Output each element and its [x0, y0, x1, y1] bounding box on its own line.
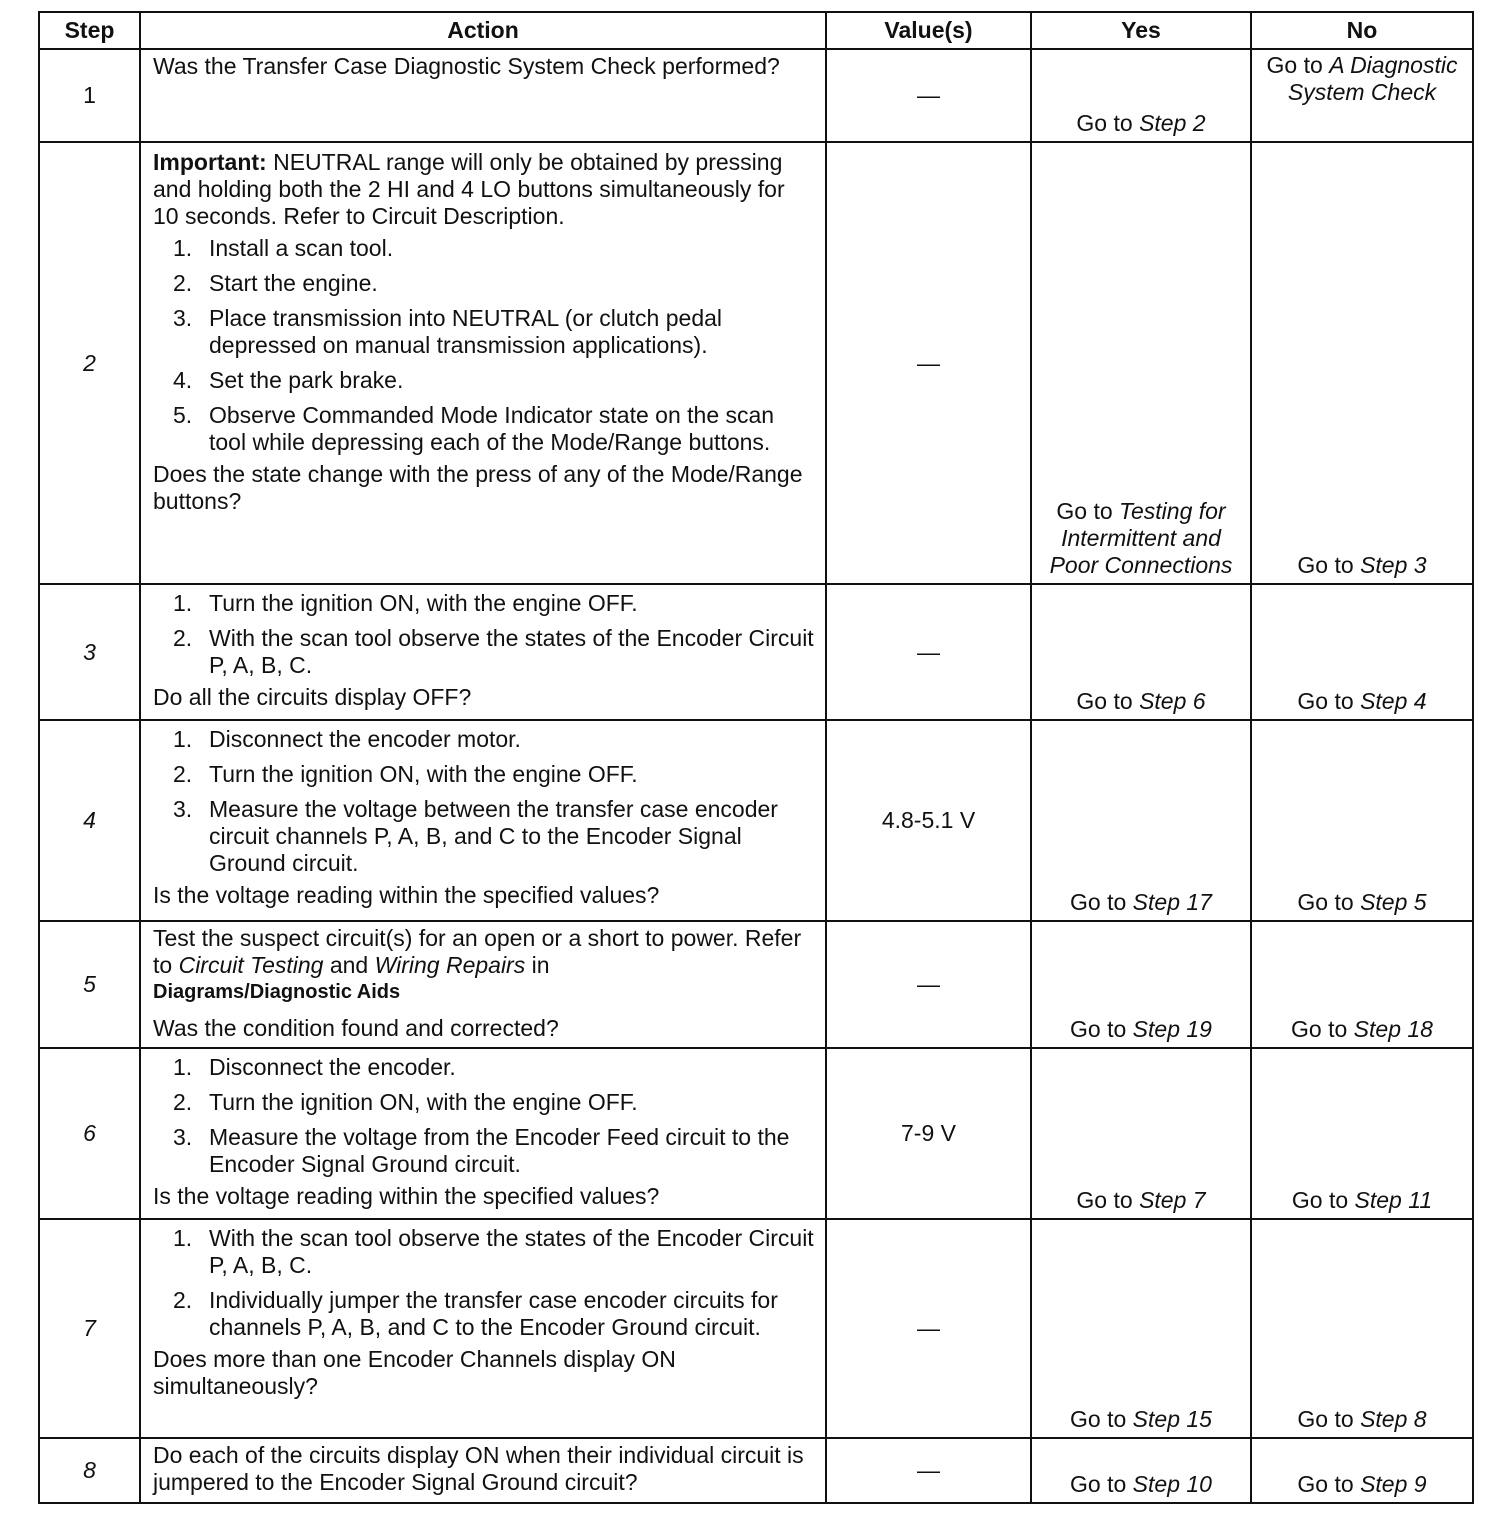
yes-prefix: Go to — [1076, 110, 1140, 136]
no-prefix: Go to — [1297, 889, 1361, 915]
yes-cell — [1031, 1438, 1251, 1503]
list-item: 2. With the scan tool observe the states of the Encoder Circuit P, A, B, C. — [173, 625, 814, 678]
no-link[interactable]: Step 8 — [1360, 1406, 1427, 1432]
list-item: 3. Measure the voltage from the Encoder Feed circuit to the Encoder Signal Ground circuit. — [173, 1124, 790, 1177]
step-number: 7 — [39, 1219, 140, 1438]
value-cell: — — [826, 1438, 1031, 1503]
no-cell — [1251, 584, 1473, 720]
yes-prefix: Go to — [1070, 1406, 1133, 1432]
question-text: Do all the circuits display OFF? — [153, 684, 472, 710]
no-prefix: Go to — [1297, 552, 1361, 578]
important-label: Important: — [153, 149, 267, 175]
yes-link[interactable]: Step 10 — [1132, 1471, 1212, 1497]
question-text: Is the voltage reading within the specified values? — [153, 882, 660, 908]
list-item: 1. Disconnect the encoder motor. — [173, 726, 521, 752]
list-item: 2. Individually jumper the transfer case encoder circuits for channels P, A, B, and C to the Encoder Ground circuit. — [173, 1287, 778, 1340]
no-cell — [1251, 1219, 1473, 1438]
yes-prefix: Go to — [1070, 889, 1133, 915]
no-prefix: Go to — [1291, 1016, 1354, 1042]
question-text: Is the voltage reading within the specified values? — [153, 1183, 660, 1209]
yes-cell — [1031, 584, 1251, 720]
question-text: Does the state change with the press of any of the Mode/Range buttons? — [153, 461, 803, 514]
question-text: Does more than one Encoder Channels display ON simultaneously? — [153, 1346, 676, 1399]
no-prefix: Go to — [1297, 1471, 1361, 1497]
yes-prefix: Go to — [1070, 1016, 1133, 1042]
no-cell — [1251, 1048, 1473, 1219]
no-prefix: Go to — [1291, 1187, 1355, 1213]
yes-link[interactable]: Testing for Intermittent and Poor Connections — [1049, 498, 1233, 578]
header-action: Action — [140, 12, 826, 49]
yes-link[interactable]: Step 2 — [1139, 110, 1206, 136]
procedure-list — [153, 1225, 815, 1341]
table-row — [39, 921, 1473, 1048]
step-number: 2 — [39, 142, 140, 584]
action-cell — [140, 1048, 826, 1219]
no-link[interactable]: A Diagnostic System Check — [1287, 52, 1458, 105]
question-text: Was the condition found and corrected? — [153, 1015, 559, 1041]
circuit-testing-link[interactable]: Circuit Testing — [178, 952, 324, 978]
no-cell — [1251, 720, 1473, 921]
step-number: 4 — [39, 720, 140, 921]
yes-link[interactable]: Step 17 — [1132, 889, 1212, 915]
yes-link[interactable]: Step 15 — [1132, 1406, 1212, 1432]
action-cell — [140, 720, 826, 921]
step-number: 6 — [39, 1048, 140, 1219]
list-item: 5. Observe Commanded Mode Indicator state on the scan tool while depressing each of the Mode/Range buttons. — [173, 402, 775, 455]
value-cell: — — [826, 584, 1031, 720]
value-cell: 4.8-5.1 V — [826, 720, 1031, 921]
procedure-list — [153, 726, 815, 877]
no-cell — [1251, 49, 1473, 142]
table-row — [39, 584, 1473, 720]
action-cell — [140, 142, 826, 584]
yes-prefix: Go to — [1056, 498, 1120, 524]
list-item: 1. Turn the ignition ON, with the engine OFF. — [173, 590, 638, 616]
action-cell — [140, 1219, 826, 1438]
yes-link[interactable]: Step 19 — [1132, 1016, 1212, 1042]
no-link[interactable]: Step 11 — [1354, 1187, 1433, 1213]
list-item: 2. Turn the ignition ON, with the engine OFF. — [173, 1089, 638, 1115]
no-cell — [1251, 1438, 1473, 1503]
value-cell: — — [826, 49, 1031, 142]
no-link[interactable]: Step 18 — [1353, 1016, 1433, 1042]
no-prefix: Go to — [1297, 1406, 1361, 1432]
no-cell — [1251, 142, 1473, 584]
wiring-repairs-link[interactable]: Wiring Repairs — [374, 952, 526, 978]
no-link[interactable]: Step 9 — [1360, 1471, 1427, 1497]
list-item: 4. Set the park brake. — [173, 367, 404, 393]
header-step: Step — [39, 12, 140, 49]
list-item: 2. Turn the ignition ON, with the engine OFF. — [173, 761, 638, 787]
value-cell: — — [826, 142, 1031, 584]
no-link[interactable]: Step 3 — [1360, 552, 1427, 578]
value-cell: — — [826, 921, 1031, 1048]
list-item: 3. Place transmission into NEUTRAL (or clutch pedal depressed on manual transmission applications). — [173, 305, 723, 358]
step-number: 1 — [39, 49, 140, 142]
no-link[interactable]: Step 4 — [1360, 688, 1427, 714]
table-row — [39, 49, 1473, 142]
table-row — [39, 720, 1473, 921]
list-item: 2. Start the engine. — [173, 270, 378, 296]
yes-cell — [1031, 49, 1251, 142]
no-link[interactable]: Step 5 — [1360, 889, 1427, 915]
procedure-list — [153, 235, 815, 456]
yes-cell — [1031, 921, 1251, 1048]
instruction-text: Test the suspect circuit(s) for an open or a short to power. Refer to Circuit Testing and Wiring Repairs in — [153, 925, 802, 978]
action-cell — [140, 49, 826, 142]
yes-prefix: Go to — [1076, 688, 1140, 714]
table-row — [39, 1048, 1473, 1219]
no-prefix: Go to — [1266, 52, 1330, 78]
question-text: Was the Transfer Case Diagnostic System Check performed? — [153, 53, 780, 79]
yes-link[interactable]: Step 6 — [1139, 688, 1206, 714]
yes-cell — [1031, 142, 1251, 584]
list-item: 1. Disconnect the encoder. — [173, 1054, 456, 1080]
procedure-list — [153, 590, 815, 679]
yes-prefix: Go to — [1076, 1187, 1140, 1213]
action-cell — [140, 584, 826, 720]
important-note — [153, 149, 815, 230]
header-no: No — [1251, 12, 1473, 49]
header-row — [39, 12, 1473, 49]
header-yes: Yes — [1031, 12, 1251, 49]
table-row — [39, 1438, 1473, 1503]
yes-cell — [1031, 720, 1251, 921]
yes-link[interactable]: Step 7 — [1139, 1187, 1206, 1213]
yes-cell — [1031, 1219, 1251, 1438]
important-text: NEUTRAL range will only be obtained by pressing and holding both the 2 HI and 4 LO buttons simultaneously for 10 seconds. Refer to Circuit Description. — [153, 149, 785, 229]
step-number: 8 — [39, 1438, 140, 1503]
list-item: 1. With the scan tool observe the states of the Encoder Circuit P, A, B, C. — [173, 1225, 814, 1278]
section-reference: Diagrams/Diagnostic Aids — [153, 981, 401, 1003]
yes-prefix: Go to — [1070, 1471, 1133, 1497]
list-item: 1. Install a scan tool. — [173, 235, 394, 261]
question-text: Do each of the circuits display ON when their individual circuit is jumpered to the Encoder Signal Ground circuit? — [153, 1442, 804, 1495]
step-number: 3 — [39, 584, 140, 720]
header-values: Value(s) — [826, 12, 1031, 49]
table-row — [39, 1219, 1473, 1438]
action-cell — [140, 921, 826, 1048]
no-prefix: Go to — [1297, 688, 1361, 714]
step-number: 5 — [39, 921, 140, 1048]
action-cell — [140, 1438, 826, 1503]
value-cell: — — [826, 1219, 1031, 1438]
yes-cell — [1031, 1048, 1251, 1219]
list-item: 3. Measure the voltage between the transfer case encoder circuit channels P, A, B, and C to the Encoder Signal Ground circuit. — [173, 796, 778, 876]
diagnostic-table — [38, 11, 1474, 1504]
table-row — [39, 142, 1473, 584]
no-cell — [1251, 921, 1473, 1048]
procedure-list — [153, 1054, 815, 1178]
value-cell: 7-9 V — [826, 1048, 1031, 1219]
